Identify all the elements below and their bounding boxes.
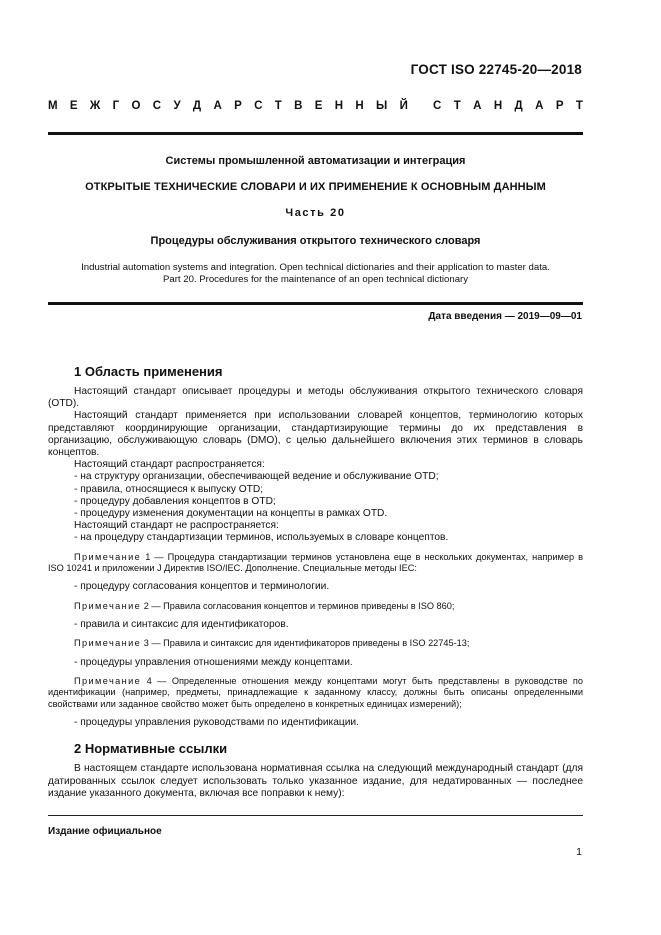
list-item: - на структуру организации, обеспечивающей ведение и обслуживание OTD; — [74, 471, 439, 483]
banner-letter: Е — [69, 100, 78, 112]
section-2-heading: 2 Нормативные ссылки — [74, 741, 228, 757]
note-label: Примечание — [74, 675, 142, 686]
list-item: - правила и синтаксис для идентификаторов. — [74, 619, 289, 631]
banner-letter: Н — [334, 100, 344, 112]
list-item: - процедуру согласования концептов и терминологии. — [74, 581, 330, 593]
interstate-standard-banner — [48, 100, 583, 112]
english-title-line-2: Part 20. Procedures for the maintenance of an open technical dictionary — [162, 274, 469, 285]
list-item: - процедуры управления отношениями между концептами. — [74, 656, 353, 668]
list-item: - процедуры управления руководствами по идентификации. — [74, 717, 359, 729]
note-text: 3 — Правила и синтаксис для идентификаторов приведены в ISO 22745-13; — [141, 638, 470, 649]
banner-letter: Т — [453, 100, 461, 112]
note-label: Примечание — [74, 600, 142, 611]
list-item: - правила, относящиеся к выпуску OTD; — [74, 483, 264, 495]
english-title — [48, 262, 583, 286]
banner-letter: Д — [514, 100, 523, 112]
section-1-paragraph: Настоящий стандарт не распространяется: — [74, 520, 279, 532]
banner-letter: А — [473, 100, 482, 112]
footer-rule — [48, 815, 583, 816]
document-body — [48, 364, 583, 800]
banner-letter: С — [433, 100, 442, 112]
note-text: 1 — Процедура стандартизации терминов установлена еще в нескольких документах, например в ISO 10241 и приложении J Директив ISO/IEC. Дополнение. Специальные методы IEC: — [48, 551, 583, 574]
note-3 — [48, 638, 583, 649]
note-label: Примечание — [74, 638, 142, 649]
banner-letter: Р — [234, 100, 242, 112]
document-code: ГОСТ ISO 22745-20—2018 — [410, 62, 582, 77]
banner-letter: Р — [555, 100, 564, 112]
banner-letter: С — [254, 100, 263, 112]
list-item: - процедуру изменения документации на концепты в рамках OTD. — [74, 508, 388, 520]
banner-letter: А — [535, 100, 544, 112]
section-2-paragraph: В настоящем стандарте использована нормативная ссылка на следующий международный стандарт (для датированных ссылок следует использовать только указанное издание, для недатированных — последнее издание указанного документа, включая все поправки к нему): — [48, 763, 583, 799]
banner-letter: М — [48, 100, 58, 112]
interstate-word-2 — [433, 100, 583, 112]
banner-letter: Н — [355, 100, 364, 112]
section-1-paragraph: Настоящий стандарт описывает процедуры и методы обслуживания открытого технического словаря (OTD). — [48, 386, 583, 410]
banner-letter: Ы — [376, 100, 388, 112]
introduction-date: Дата введения — 2019—09—01 — [428, 311, 582, 322]
banner-letter: Т — [274, 100, 282, 112]
note-4 — [48, 676, 583, 710]
english-title-line-1: Industrial automation systems and integration. Open technical dictionaries and their application to master data. — [81, 262, 550, 273]
list-item: - на процедуру стандартизации терминов, используемых в словаре концептов. — [74, 532, 449, 544]
part-title: Часть 20 — [285, 207, 346, 219]
series-title: Системы промышленной автоматизации и интеграция — [165, 155, 466, 167]
subtitle: Процедуры обслуживания открытого технического словаря — [150, 235, 481, 247]
banner-letter: Д — [192, 100, 202, 112]
banner-letter: Н — [493, 100, 503, 112]
note-label: Примечание — [74, 551, 142, 562]
page-number: 1 — [576, 846, 582, 858]
banner-letter: Е — [314, 100, 323, 112]
header-rule — [48, 132, 583, 135]
section-1-heading: 1 Область применения — [74, 364, 223, 379]
section-1-paragraph: Настоящий стандарт распространяется: — [74, 459, 265, 471]
banner-letter: Г — [112, 100, 120, 112]
note-text: 2 — Правила согласования концептов и терминов приведены в ISO 860; — [141, 600, 455, 611]
interstate-word-1 — [48, 100, 408, 112]
section-1-paragraph: Настоящий стандарт применяется при использовании словарей концептов, терминологию которых представляют координирующие организации, стандартизирующие термины до их представления в организацию, обслуживающую словарь (DMO), с целью дальнейшего включения этих терминов в словарь концептов. — [48, 410, 583, 459]
main-title: ОТКРЫТЫЕ ТЕХНИЧЕСКИЕ СЛОВАРИ И ИХ ПРИМЕНЕНИЕ К ОСНОВНЫМ ДАННЫМ — [85, 181, 546, 193]
banner-letter: Т — [575, 100, 583, 112]
banner-letter: С — [152, 100, 162, 112]
banner-letter: У — [173, 100, 181, 112]
banner-letter: Й — [399, 100, 408, 112]
banner-letter: Ж — [89, 100, 101, 112]
title-rule — [48, 302, 583, 305]
list-item: - процедуру добавления концептов в OTD; — [74, 495, 276, 507]
banner-letter: О — [131, 100, 141, 112]
note-1 — [48, 552, 583, 575]
banner-letter: А — [213, 100, 222, 112]
official-edition-label: Издание официальное — [48, 826, 162, 837]
banner-letter: В — [294, 100, 303, 112]
note-text: 4 — Определенные отношения между концептами могут быть представлены в руководстве по идентификации (например, предметы, принадлежащие к заданному классу, должны быть описаны определенными свойствами или заданное свойство может быть определено в конкретных единицах измерений); — [48, 675, 583, 709]
note-2 — [48, 601, 583, 612]
